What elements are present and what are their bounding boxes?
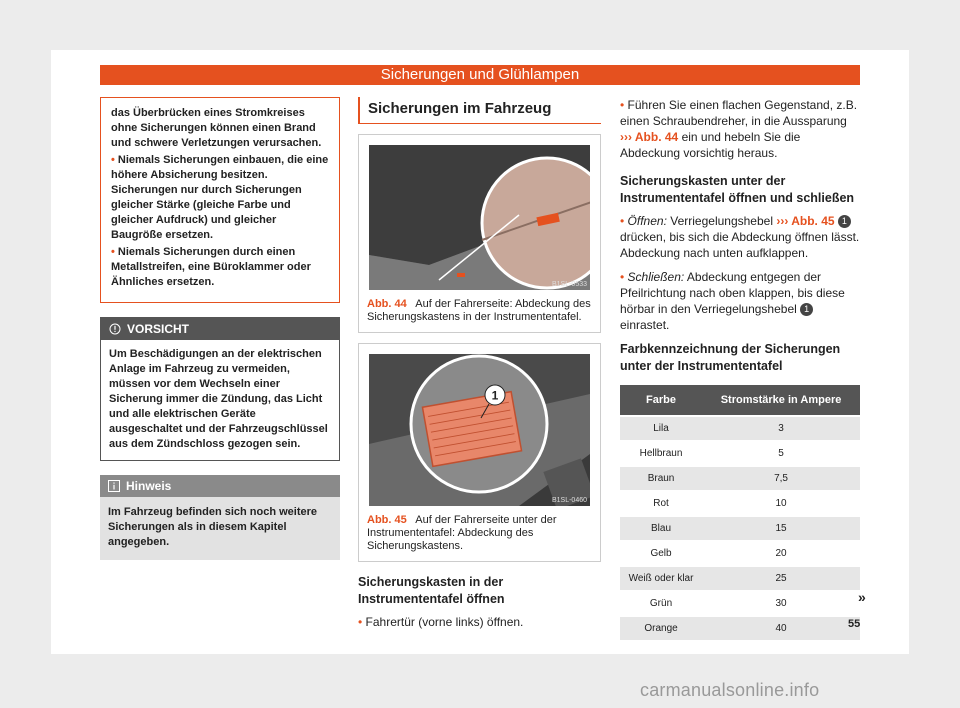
- table-title: Farbkennzeichnung der Sicherungen unter der Instrumententafel: [620, 342, 841, 373]
- warning-item-text: Niemals Sicherungen einbauen, die eine höhere Absicherung besitzen. Sicherungen nur durch Sicherungen gleicher Stärke (gleiche Farbe und gleicher Aufdruck) und gleicher Baugröße ersetzen.: [111, 154, 329, 241]
- table-cell: 15: [702, 517, 860, 540]
- figure-code: B1SL-0460: [551, 497, 587, 504]
- callout-number: 1: [491, 388, 499, 403]
- step-text: einrastet.: [620, 318, 670, 332]
- subsection-title: Sicherungskasten unter der Instrumententafel öffnen und schließen: [620, 174, 855, 205]
- column-header: Stromstärke in Ampere: [702, 385, 860, 415]
- step-item: [620, 269, 860, 333]
- figure-44-image: [369, 145, 590, 290]
- hint-title: Hinweis: [126, 479, 172, 493]
- hint-text: Im Fahrzeug befinden sich noch weitere Sicherungen als in diesem Kapitel angegeben.: [108, 506, 318, 548]
- warning-item: [111, 245, 329, 290]
- figure-link[interactable]: ››› Abb. 45: [776, 214, 835, 228]
- under-dash-fuse-cover-illustration: [369, 354, 590, 506]
- table-row: [620, 542, 860, 565]
- bullet-icon: •: [620, 214, 628, 228]
- info-circle-icon: [109, 323, 121, 335]
- table-row: [620, 567, 860, 590]
- table-cell: 20: [775, 548, 787, 559]
- table-cell: 7,5: [702, 467, 860, 490]
- table-cell: 30: [775, 598, 787, 609]
- warning-intro: das Überbrücken eines Stromkreises ohne Sicherungen können einen Brand und schwere Verletzungen verursachen.: [111, 107, 322, 149]
- table-cell: 3: [702, 417, 860, 440]
- figure-link[interactable]: ››› Abb. 44: [620, 130, 679, 144]
- table-row: [620, 617, 860, 640]
- subsection-title: Sicherungskasten in der Instrumententafel öffnen: [358, 575, 505, 606]
- caution-box: [100, 317, 340, 461]
- column-header: Farbe: [620, 385, 702, 415]
- dashboard-fuse-cover-illustration: [369, 145, 590, 290]
- table-cell: Orange: [620, 617, 702, 640]
- bullet-icon: •: [111, 246, 118, 258]
- continue-arrow: »: [858, 589, 866, 605]
- table-cell: Hellbraun: [639, 448, 683, 459]
- step-text: Verriegelungshebel: [670, 214, 773, 228]
- table-row: [620, 467, 860, 490]
- caution-title: VORSICHT: [127, 322, 190, 336]
- step-text: Führen Sie einen flachen Gegenstand, z.B. einen Schraubendreher, in die Aussparung: [620, 98, 858, 128]
- figure-caption: [359, 506, 600, 561]
- warning-item: [111, 153, 329, 243]
- step-item: [358, 614, 601, 630]
- table-cell: 10: [775, 498, 787, 509]
- section-title: Sicherungen im Fahrzeug: [358, 97, 601, 124]
- figure-code: B1SL-0533: [551, 281, 587, 288]
- bullet-icon: •: [111, 154, 118, 166]
- figure-label: Abb. 44: [367, 298, 407, 310]
- table-cell: Weiß oder klar: [620, 567, 702, 590]
- table-cell: 25: [702, 567, 860, 590]
- figure-caption-text: Auf der Fahrerseite: Abdeckung des Sicherungskastens in der Instrumententafel.: [367, 298, 591, 323]
- step-text: Fahrertür (vorne links) öffnen.: [365, 615, 524, 629]
- bullet-icon: •: [620, 98, 628, 112]
- step-text: ein und hebeln Sie die Abdeckung vorsichtig heraus.: [620, 130, 801, 160]
- table-cell: Gelb: [650, 548, 672, 559]
- step-item: [620, 97, 860, 161]
- table-cell: Grün: [649, 598, 673, 609]
- step-label: Öffnen:: [627, 214, 667, 228]
- bullet-icon: •: [620, 270, 628, 284]
- step-text: drücken, bis sich die Abdeckung öffnen lässt. Abdeckung nach unten aufklappen.: [620, 230, 860, 260]
- table-header-row: [620, 385, 860, 415]
- callout-badge: 1: [838, 215, 851, 228]
- step-label: Schließen:: [627, 270, 685, 284]
- table-row: [620, 442, 860, 465]
- figure-caption: [359, 290, 600, 332]
- warning-item-text: Niemals Sicherungen durch einen Metallstreifen, eine Büroklammer oder Ähnliches ersetzen.: [111, 246, 311, 288]
- table-cell: Blau: [620, 517, 702, 540]
- bullet-icon: •: [358, 615, 366, 629]
- fuse-color-table: [620, 383, 860, 642]
- table-cell: Rot: [653, 498, 669, 509]
- page-number: 55: [848, 618, 861, 630]
- caution-text: Um Beschädigungen an der elektrischen Anlage im Fahrzeug zu vermeiden, müssen vor dem Wechseln einer Sicherung immer die Zündung, das Licht und alle elektrischen Geräte ausgeschaltet und der Fahrzeugschlüssel aus dem Zündschloss gezogen sein.: [109, 348, 328, 450]
- step-item: [620, 213, 860, 261]
- callout-badge: 1: [800, 303, 813, 316]
- middle-column: [358, 97, 601, 638]
- table-cell: 5: [778, 448, 784, 459]
- table-cell: 40: [702, 617, 860, 640]
- info-box-icon: [108, 480, 120, 492]
- figure-44: [358, 134, 601, 333]
- table-cell: Lila: [620, 417, 702, 440]
- figure-label: Abb. 45: [367, 514, 407, 526]
- figure-45: [358, 343, 601, 562]
- figure-caption-text: Auf der Fahrerseite unter der Instrumententafel: Abdeckung des Sicherungskastens.: [367, 514, 557, 552]
- hint-header: [100, 475, 340, 497]
- table-row: [620, 492, 860, 515]
- table-row: [620, 517, 860, 540]
- watermark: carmanualsonline.info: [640, 680, 820, 700]
- table-cell: Braun: [620, 467, 702, 490]
- step-text: Abdeckung entgegen der Pfeilrichtung nach oben klappen, bis diese hörbar in den Verriegelungshebel: [620, 270, 845, 316]
- left-column: [100, 97, 340, 560]
- hint-box: [100, 475, 340, 560]
- caution-header: [101, 318, 339, 340]
- page-header: Sicherungen und Glühlampen: [100, 65, 860, 85]
- table-row: [620, 417, 860, 440]
- table-row: [620, 592, 860, 615]
- figure-45-image: [369, 354, 590, 506]
- right-column: [620, 97, 860, 642]
- warning-box: [100, 97, 340, 303]
